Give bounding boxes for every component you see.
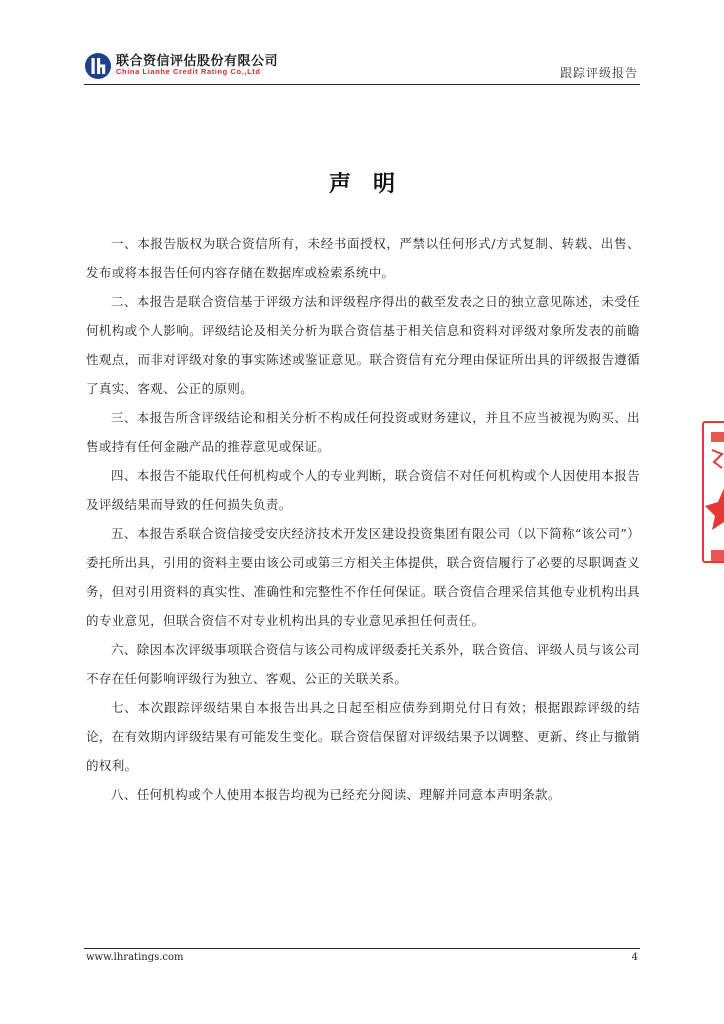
statement-paragraph-8: 八、任何机构或个人使用本报告均视为已经充分阅读、理解并同意本声明条款。 (111, 787, 561, 802)
seal-stamp-icon (702, 402, 724, 582)
page-number: 4 (631, 952, 638, 963)
statement-paragraph-2: 二、本报告是联合资信基于评级方法和评级程序得出的截至发表之日的独立意见陈述，未受任何机构或个人影响。评级结论及相关分析为联合资信基于相关信息和资料对评级对象所发表的前瞻性观点，而非对评级对象的事实陈述或鉴证意见。联合资信有充分理由保证所出具的评级报告遵循了真实、客观、公正的原则。 (86, 294, 640, 396)
statement-paragraph-4: 四、本报告不能取代任何机构或个人的专业判断，联合资信不对任何机构或个人因使用本报告及评级结果而导致的任何损失负责。 (86, 468, 640, 512)
statement-paragraph-6: 六、除因本次评级事项联合资信与该公司构成评级委托关系外，联合资信、评级人员与该公司不存在任何影响评级行为独立、客观、公正的关联关系。 (86, 642, 640, 686)
statement-body (86, 229, 640, 809)
company-name-cn: 联合资信评估股份有限公司 (116, 54, 279, 69)
company-name-en: China Lianhe Credit Rating Co.,Ltd (116, 67, 261, 76)
header-divider (84, 84, 640, 85)
report-type-label: 跟踪评级报告 (559, 66, 638, 80)
statement-paragraph-7: 七、本次跟踪评级结果自本报告出具之日起至相应债券到期兑付日有效；根据跟踪评级的结论，在有效期内评级结果有可能发生变化。联合资信保留对评级结果予以调整、更新、终止与撤销的权利。 (86, 700, 640, 773)
page-header (84, 44, 640, 84)
page-title: 声明 (328, 171, 417, 197)
statement-paragraph-1: 一、本报告版权为联合资信所有，未经书面授权，严禁以任何形式/方式复制、转载、出售、发布或将本报告任何内容存储在数据库或检索系统中。 (86, 236, 640, 280)
lianhe-logo-icon (84, 52, 112, 80)
footer-website-link[interactable]: www.lhratings.com (86, 952, 184, 963)
footer-divider (84, 948, 640, 949)
statement-paragraph-3: 三、本报告所含评级结论和相关分析不构成任何投资或财务建议，并且不应当被视为购买、出售或持有任何金融产品的推荐意见或保证。 (86, 410, 640, 454)
statement-paragraph-5: 五、本报告系联合资信接受安庆经济技术开发区建设投资集团有限公司（以下简称“该公司”）委托所出具，引用的资料主要由该公司或第三方相关主体提供，联合资信履行了必要的尽职调查义务，但对引用资料的真实性、准确性和完整性不作任何保证。联合资信合理采信其他专业机构出具的专业意见，但联合资信不对专业机构出具的专业意见承担任何责任。 (86, 526, 640, 628)
